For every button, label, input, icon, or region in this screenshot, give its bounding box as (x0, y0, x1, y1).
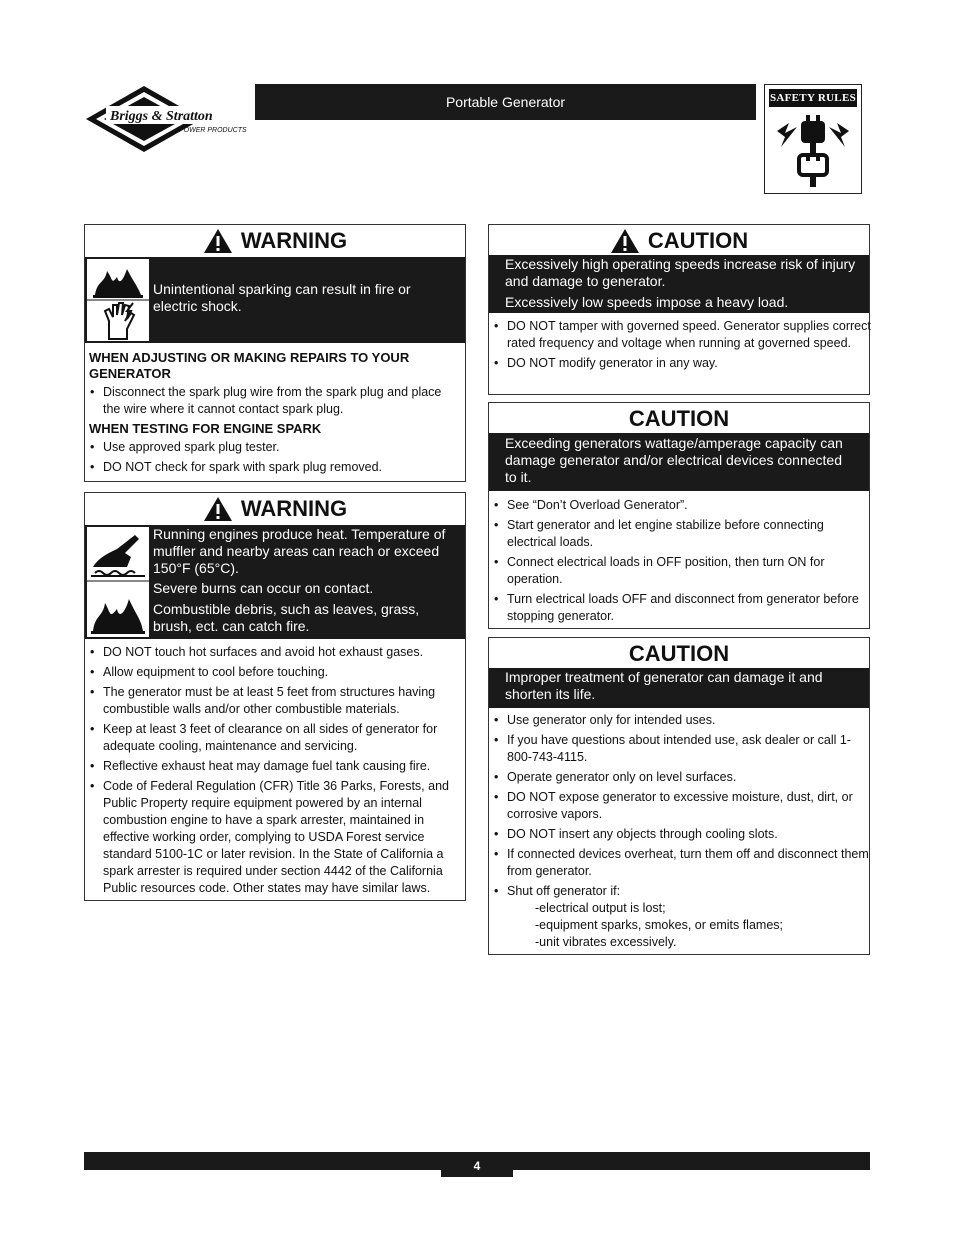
hazard-panel (489, 668, 869, 708)
list-item: • DO NOT insert any objects through cooling slots. (507, 826, 869, 843)
section-heading-spark-test: WHEN TESTING FOR ENGINE SPARK (89, 421, 322, 436)
overload-precautions-list (489, 497, 871, 628)
shutoff-condition: -electrical output is lost; (535, 901, 666, 915)
list-item: • DO NOT modify generator in any way. (507, 355, 885, 372)
list-item: • Disconnect the spark plug wire from the spark plug and place the wire where it cannot contact spark plug. (103, 384, 461, 418)
list-item: • DO NOT tamper with governed speed. Generator supplies correct rated frequency and voltage when running at governed speed. (507, 318, 885, 352)
list-item: • Code of Federal Regulation (CFR) Title 36 Parks, Forests, and Public Property require equipment powered by an internal combustion engine to have a spark arrester, maintained in effective working order, complying to USDA Forest service standard 5100-1C or later revision. In the State of California a spark arrester is required under section 4442 of the California Public resources code. Other states may have similar laws. (103, 778, 463, 897)
spark-test-list (85, 439, 465, 476)
heat-precautions-list (85, 644, 467, 900)
hazard-low-speed: Excessively low speeds impose a heavy load. (505, 294, 789, 310)
speed-precautions-list (489, 318, 889, 375)
list-item: • Keep at least 3 feet of clearance on all sides of generator for adequate cooling, maintenance and servicing. (103, 721, 463, 755)
svg-text:POWER PRODUCTS: POWER PRODUCTS (179, 127, 247, 134)
list-item: • Allow equipment to cool before touching. (103, 664, 463, 681)
caution-treatment-box (488, 637, 870, 955)
hazard-overload: Exceeding generators wattage/amperage capacity can damage generator and/or electrical devices connected to it. (505, 435, 843, 485)
list-item: • If connected devices overheat, turn them off and disconnect them from generator. (507, 846, 869, 880)
caution-speed-box (488, 224, 870, 395)
treatment-precautions-list (489, 712, 873, 951)
list-item: • Turn electrical loads OFF and disconnect from generator before stopping generator. (507, 591, 867, 625)
hazard-text (153, 526, 459, 635)
warning-title: WARNING (85, 225, 465, 257)
warning-triangle-icon (203, 228, 233, 254)
briggs-stratton-logo (84, 84, 254, 154)
plug-lightning-icon (771, 113, 855, 189)
hot-surface-icon (91, 535, 145, 577)
header-title-bar (255, 84, 756, 120)
list-item: • See “Don’t Overload Generator”. (507, 497, 867, 514)
hazard-panel (489, 255, 869, 313)
section-heading-repairs: WHEN ADJUSTING OR MAKING REPAIRS TO YOUR GENERATOR (89, 350, 410, 381)
warning-triangle-icon (610, 228, 640, 254)
hazard-icon-column (87, 259, 149, 341)
caution-title: CAUTION (628, 641, 730, 666)
document-title: Portable Generator (445, 94, 566, 110)
list-item: • Use approved spark plug tester. (103, 439, 461, 456)
caution-title: CAUTION (489, 225, 869, 257)
hazard-debris: Combustible debris, such as leaves, grass, brush, ect. can catch fire. (153, 601, 420, 634)
list-item: • The generator must be at least 5 feet from structures having combustible walls and/or other combustible materials. (103, 684, 463, 718)
hazard-panel (489, 433, 869, 491)
svg-text:Briggs & Stratton: Briggs & Stratton (110, 109, 213, 124)
hazard-text: Unintentional sparking can result in fire or electric shock. (153, 281, 411, 314)
list-item: • Use generator only for intended uses. (507, 712, 869, 729)
caution-overload-box (488, 402, 870, 629)
fire-icon (93, 269, 143, 298)
warning-triangle-icon (203, 496, 233, 522)
list-item: • Reflective exhaust heat may damage fuel tank causing fire. (103, 758, 463, 775)
warning-title: WARNING (85, 493, 465, 525)
warning-sparking-box (84, 224, 466, 482)
logo-diamond-icon (84, 84, 254, 154)
list-item: • If you have questions about intended use, ask dealer or call 1-800-743-4115. (507, 732, 869, 766)
list-item: • DO NOT check for spark with spark plug removed. (103, 459, 461, 476)
hazard-high-speed: Excessively high operating speeds increase risk of injury and damage to generator. (505, 256, 856, 289)
fire-icon (91, 599, 145, 634)
electric-shock-hand-icon (105, 303, 134, 339)
page-number: 4 (441, 1155, 513, 1177)
list-item: • DO NOT touch hot surfaces and avoid hot exhaust gases. (103, 644, 463, 661)
caution-title: CAUTION (628, 406, 730, 431)
hazard-panel (85, 525, 465, 639)
hazard-burns: Severe burns can occur on contact. (153, 580, 374, 596)
list-item: • Connect electrical loads in OFF position, then turn ON for operation. (507, 554, 867, 588)
list-item: • Start generator and let engine stabilize before connecting electrical loads. (507, 517, 867, 551)
hazard-icon-column (87, 527, 149, 637)
hazard-panel (85, 257, 465, 343)
hazard-heat: Running engines produce heat. Temperature of muffler and nearby areas can reach or exceed 150°F (65°C). (153, 526, 446, 576)
warning-heat-box (84, 492, 466, 901)
warning-instructions (85, 347, 465, 479)
safety-rules-label: SAFETY RULES (769, 89, 857, 107)
hazard-treatment: Improper treatment of generator can damage it and shorten its life. (505, 669, 823, 702)
list-item: • DO NOT expose generator to excessive moisture, dust, dirt, or corrosive vapors. (507, 789, 869, 823)
shutoff-condition: -equipment sparks, smokes, or emits flames; (535, 918, 783, 932)
list-item: • Shut off generator if: -electrical output is lost; -equipment sparks, smokes, or emits flames; -unit vibrates excessively. (507, 883, 869, 951)
repairs-list (85, 384, 465, 418)
shutoff-condition: -unit vibrates excessively. (535, 935, 677, 949)
safety-rules-badge (764, 84, 862, 194)
list-item: • Operate generator only on level surfaces. (507, 769, 869, 786)
